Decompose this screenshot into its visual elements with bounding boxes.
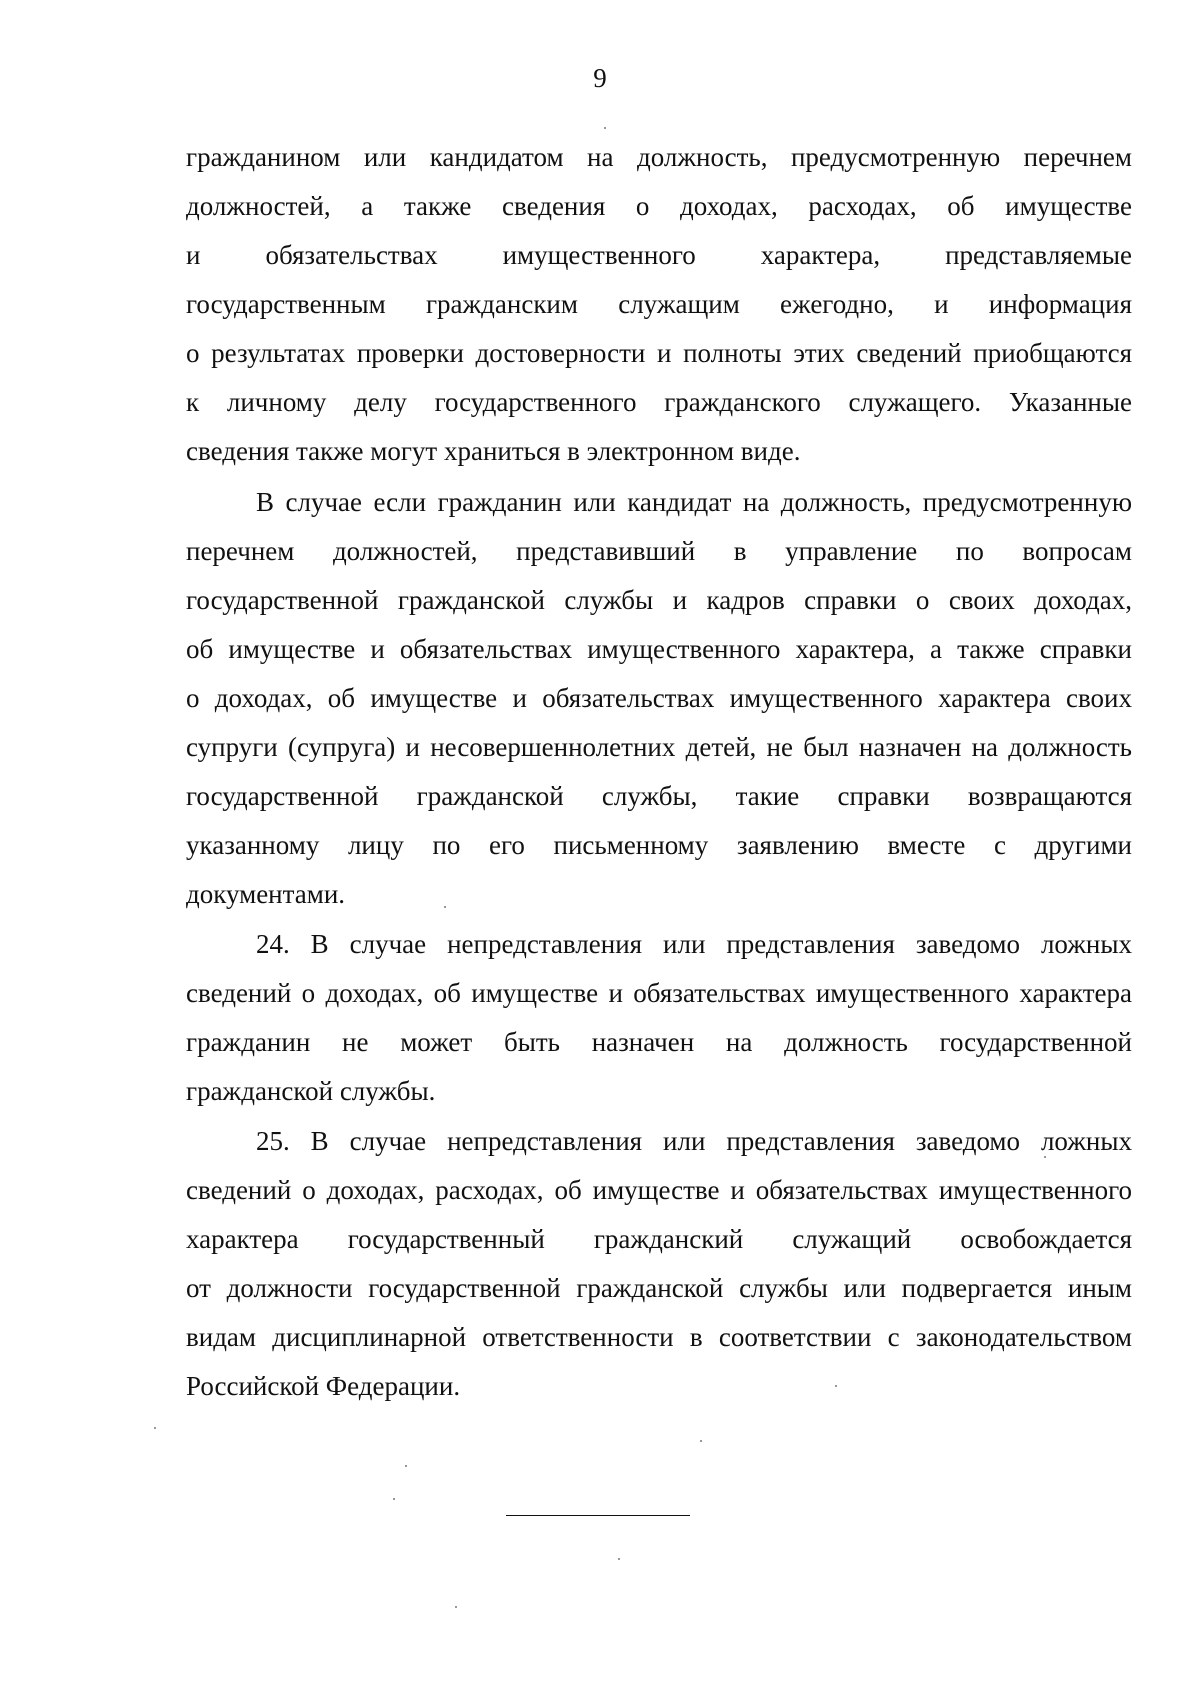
text-line: должностей, а также сведения о доходах, расходах, об имуществе <box>186 191 1132 221</box>
text-line: 25. В случае непредставления или представления заведомо ложных <box>256 1126 1132 1156</box>
text-line: 24. В случае непредставления или представления заведомо ложных <box>256 929 1132 959</box>
paragraph-item-24 <box>186 920 1132 1116</box>
text-line: гражданином или кандидатом на должность, предусмотренную перечнем <box>186 142 1132 172</box>
text-line: видам дисциплинарной ответственности в соответствии с законодательством <box>186 1322 1132 1352</box>
text-line: от должности государственной гражданской службы или подвергается иным <box>186 1273 1132 1303</box>
text-line: документами. <box>186 879 346 909</box>
scan-speck <box>618 1558 620 1560</box>
end-of-document-rule <box>506 1515 690 1516</box>
scan-speck <box>154 1427 156 1429</box>
scan-speck <box>393 1498 395 1500</box>
text-line: сведения также могут храниться в электронном виде. <box>186 436 801 466</box>
scan-speck <box>835 1385 837 1387</box>
text-line: перечнем должностей, представивший в управление по вопросам <box>186 536 1132 566</box>
text-line: супруги (супруга) и несовершеннолетних детей, не был назначен на должность <box>186 732 1132 762</box>
text-line: В случае если гражданин или кандидат на должность, предусмотренную <box>256 487 1132 517</box>
text-line: и обязательствах имущественного характера, представляемые <box>186 240 1132 270</box>
text-line: к личному делу государственного гражданского служащего. Указанные <box>186 387 1132 417</box>
text-line: государственной гражданской службы, такие справки возвращаются <box>186 781 1132 811</box>
text-line: гражданин не может быть назначен на должность государственной <box>186 1027 1132 1057</box>
text-line: государственным гражданским служащим ежегодно, и информация <box>186 289 1132 319</box>
text-line: государственной гражданской службы и кадров справки о своих доходах, <box>186 585 1132 615</box>
scan-speck <box>1044 1156 1046 1158</box>
scan-speck <box>455 1606 457 1608</box>
scan-speck <box>604 127 606 129</box>
paragraph-2 <box>186 478 1132 919</box>
text-line: Российской Федерации. <box>186 1371 461 1401</box>
scan-speck <box>444 906 446 908</box>
text-line: о результатах проверки достоверности и полноты этих сведений приобщаются <box>186 338 1132 368</box>
text-line: гражданской службы. <box>186 1076 436 1106</box>
scan-speck <box>700 1440 702 1442</box>
page-number: 9 <box>593 63 607 93</box>
text-line: сведений о доходах, об имуществе и обязательствах имущественного характера <box>186 978 1132 1008</box>
text-line: указанному лицу по его письменному заявлению вместе с другими <box>186 830 1132 860</box>
text-line: характера государственный гражданский служащий освобождается <box>186 1224 1132 1254</box>
text-line: о доходах, об имуществе и обязательствах имущественного характера своих <box>186 683 1132 713</box>
scan-speck <box>405 1465 407 1467</box>
paragraph-item-25 <box>186 1117 1132 1411</box>
text-line: сведений о доходах, расходах, об имуществе и обязательствах имущественного <box>186 1175 1132 1205</box>
text-line: об имуществе и обязательствах имущественного характера, а также справки <box>186 634 1132 664</box>
paragraph-1 <box>186 133 1132 476</box>
